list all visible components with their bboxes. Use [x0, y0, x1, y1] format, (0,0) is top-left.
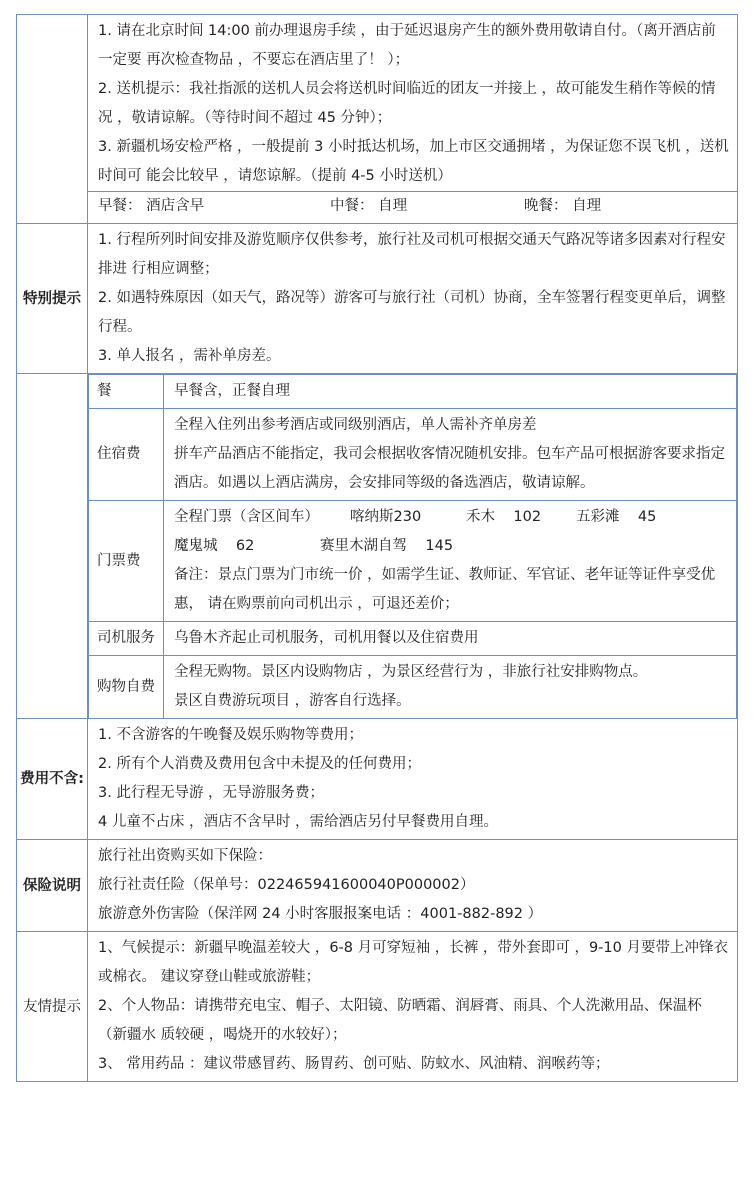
included-row-meals [89, 375, 737, 409]
included-row-shopping [89, 656, 737, 719]
itinerary-table [16, 14, 738, 1082]
ticket-intro: 全程门票（含区间车） [174, 509, 319, 525]
ticket-item: 喀纳斯230 [350, 509, 422, 525]
ticket-note: 备注：景点门票为门市统一价 ，如需学生证、教师证、军官证、老年证等证件享受优惠， 请在购票前向司机出示 ，可退还差价； [174, 567, 716, 612]
ticket-item: 五彩滩 45 [576, 509, 657, 525]
special-item-1: 1. 行程所列时间安排及游览顺序仅供参考，旅行社及司机可根据交通天气路况等诸多因素对行程安排进 行相应调整； [98, 232, 726, 277]
included-row-driver [89, 622, 737, 656]
meals-row [88, 191, 737, 221]
ticket-item: 禾木 102 [466, 509, 542, 525]
excluded-item-3: 3. 此行程无导游 ，无导游服务费； [98, 785, 325, 801]
included-row-label: 司机服务 [89, 622, 164, 656]
meal-dinner: 晚餐： 自理 [524, 198, 602, 214]
ticket-item: 魔鬼城 62 [174, 538, 255, 554]
excluded-item-4: 4 儿童不占床 ，酒店不含早时 ，需给酒店另付早餐费用自理。 [98, 814, 499, 830]
included-row-text: 拼车产品酒店不能指定，我司会根据收客情况随机安排。包车产品可根据游客要求指定酒店。如遇以上酒店满房，会安排同等级的备选酒店，敬请谅解。 [174, 446, 725, 491]
included-row-label: 住宿费 [89, 409, 164, 501]
insurance-item-2: 旅行社责任险（保单号：022465941600040P000002） [98, 877, 475, 893]
excluded-item-1: 1. 不含游客的午晚餐及娱乐购物等费用； [98, 727, 363, 743]
included-row-hotel [89, 409, 737, 501]
ticket-list [174, 503, 728, 561]
tips-item-1: 1、气候提示：新疆早晚温差较大 ，6-8 月可穿短袖 ，长裤 ，带外套即可 ，9-10 月要带上冲锋衣或棉衣。 建议穿登山鞋或旅游鞋； [98, 940, 728, 985]
excluded-label: 费用不含: [17, 719, 88, 840]
tips-label: 友情提示 [17, 932, 88, 1082]
included-label [17, 374, 88, 719]
included-row-text: 景区自费游玩项目 ，游客自行选择。 [174, 693, 411, 709]
insurance-section [17, 840, 738, 932]
special-item-3: 3. 单人报名 ，需补单房差。 [98, 348, 281, 364]
included-row-text: 全程无购物。景区内设购物店 ，为景区经营行为 ，非旅行社安排购物点。 [174, 664, 648, 680]
checkout-item-1: 1. 请在北京时间 14:00 前办理退房手续 ，由于延迟退房产生的额外费用敬请自付。（离开酒店前一定要 再次检查物品 ，不要忘在酒店里了！ ）； [98, 23, 716, 68]
included-row-tickets [89, 501, 737, 622]
checkout-section [17, 15, 738, 224]
special-section [17, 224, 738, 374]
included-row-label: 门票费 [89, 501, 164, 622]
included-row-label: 餐 [89, 375, 164, 409]
excluded-section [17, 719, 738, 840]
tips-item-2: 2、个人物品：请携带充电宝、帽子、太阳镜、防晒霜、润唇膏、雨具、个人洗漱用品、保温杯（新疆水 质较硬 ，喝烧开的水较好）； [98, 998, 702, 1043]
meal-lunch: 中餐： 自理 [330, 198, 408, 214]
included-row-text: 全程入住列出参考酒店或同级别酒店，单人需补齐单房差 [174, 417, 537, 433]
special-label: 特别提示 [17, 224, 88, 374]
meal-breakfast: 早餐： 酒店含早 [98, 198, 205, 214]
insurance-item-3: 旅游意外伤害险（保洋网 24 小时客服报案电话 ：4001-882-892 ） [98, 906, 543, 922]
special-item-2: 2. 如遇特殊原因（如天气，路况等）游客可与旅行社（司机）协商，全车签署行程变更单后，调整行程。 [98, 290, 726, 335]
included-table [88, 374, 737, 718]
included-row-text: 早餐含，正餐自理 [174, 383, 290, 399]
excluded-item-2: 2. 所有个人消费及费用包含中未提及的任何费用； [98, 756, 421, 772]
tips-item-3: 3、 常用药品 ：建议带感冒药、肠胃药、创可贴、防蚊水、风油精、润喉药等； [98, 1056, 610, 1072]
itinerary-page [16, 14, 738, 1082]
checkout-item-2: 2. 送机提示：我社指派的送机人员会将送机时间临近的团友一并接上 ，故可能发生稍作等候的情况 ，敬请谅解。（等待时间不超过 45 分钟）； [98, 81, 716, 126]
ticket-item: 赛里木湖自驾 145 [320, 538, 454, 554]
included-section [17, 374, 738, 719]
insurance-item-1: 旅行社出资购买如下保险： [98, 848, 272, 864]
checkout-label [17, 15, 88, 224]
insurance-label: 保险说明 [17, 840, 88, 932]
checkout-item-3: 3. 新疆机场安检严格 ，一般提前 3 小时抵达机场，加上市区交通拥堵 ，为保证您不误飞机 ，送机时间可 能会比较早 ，请您谅解。（提前 4-5 小时送机） [98, 139, 729, 184]
included-row-label: 购物自费 [89, 656, 164, 719]
included-row-text: 乌鲁木齐起止司机服务，司机用餐以及住宿费用 [174, 630, 479, 646]
tips-section [17, 932, 738, 1082]
